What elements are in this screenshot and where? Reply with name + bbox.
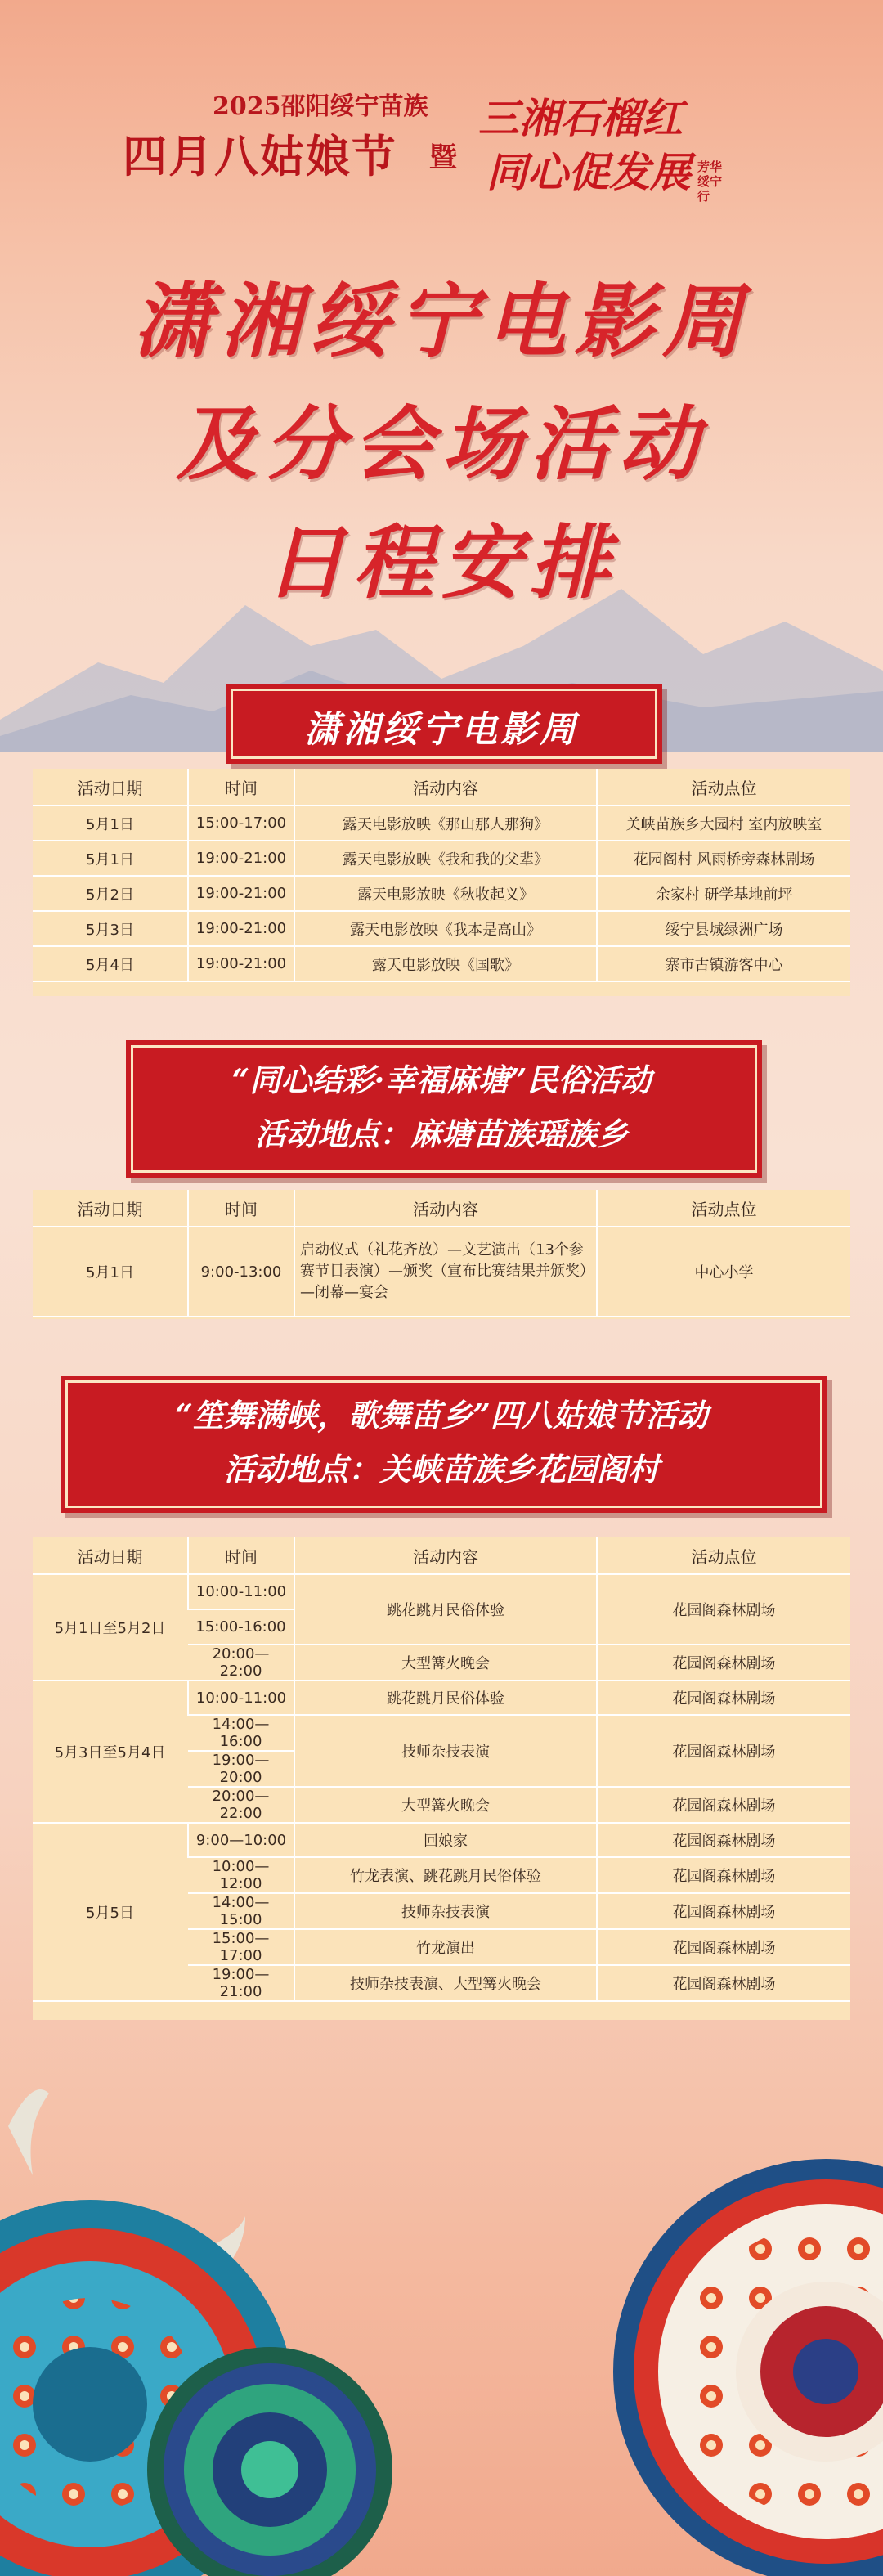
cell-place: 花园阁村 风雨桥旁森林剧场 bbox=[597, 841, 850, 876]
festival-name: 四月八姑娘节 bbox=[123, 130, 397, 182]
cell-content: 露天电影放映《国歌》 bbox=[294, 946, 597, 981]
cell-place: 花园阁森林剧场 bbox=[597, 1857, 850, 1893]
cell-place: 花园阁森林剧场 bbox=[597, 1574, 850, 1645]
table-header-row bbox=[33, 1537, 850, 1574]
cell-content: 大型篝火晚会 bbox=[294, 1645, 597, 1681]
cell-content: 技师杂技表演 bbox=[294, 1715, 597, 1787]
cell-place: 绥宁县城绿洲广场 bbox=[597, 911, 850, 946]
cell-date: 5月1日 bbox=[33, 806, 188, 841]
cell-time: 19:00—20:00 bbox=[188, 1751, 294, 1787]
table-row bbox=[33, 1227, 850, 1317]
decorative-pattern-medallions bbox=[0, 2077, 883, 2576]
cell-date: 5月3日 bbox=[33, 911, 188, 946]
cell-time: 10:00—12:00 bbox=[188, 1857, 294, 1893]
cell-content: 启动仪式（礼花齐放）—文艺演出（13个参赛节目表演）—颁奖（宣布比赛结果并颁奖）—闭幕—宴会 bbox=[294, 1227, 597, 1317]
join-character: 暨 bbox=[429, 141, 457, 174]
cell-place: 花园阁森林剧场 bbox=[597, 1681, 850, 1715]
column-header-content: 活动内容 bbox=[294, 769, 597, 806]
cell-content: 竹龙演出 bbox=[294, 1929, 597, 1965]
cell-place: 花园阁森林剧场 bbox=[597, 1823, 850, 1857]
column-header-place: 活动点位 bbox=[597, 1190, 850, 1227]
table-row bbox=[33, 1681, 850, 1715]
main-title-line2: 及分会场活动 bbox=[176, 397, 706, 491]
cell-place: 花园阁森林剧场 bbox=[597, 1715, 850, 1787]
cell-date: 5月4日 bbox=[33, 946, 188, 981]
slogan-line1: 三湘石榴红 bbox=[478, 94, 683, 142]
cell-content: 跳花跳月民俗体验 bbox=[294, 1574, 597, 1645]
cell-time: 15:00-16:00 bbox=[188, 1609, 294, 1645]
table-header-row bbox=[33, 1190, 850, 1227]
main-title-line1: 潇湘绥宁电影周 bbox=[132, 275, 751, 369]
cell-time: 19:00-21:00 bbox=[188, 841, 294, 876]
table-row bbox=[33, 1823, 850, 1857]
table-header-row bbox=[33, 769, 850, 806]
section2-title-line1: “同心结彩·幸福麻塘”民俗活动 bbox=[231, 1061, 652, 1098]
cell-time: 20:00—22:00 bbox=[188, 1645, 294, 1681]
cell-time: 19:00—21:00 bbox=[188, 1965, 294, 2001]
section2-table bbox=[33, 1190, 850, 1317]
horn-icon bbox=[8, 2089, 49, 2175]
cell-place: 花园阁森林剧场 bbox=[597, 1929, 850, 1965]
cell-time: 9:00-13:00 bbox=[188, 1227, 294, 1317]
festival-year-line: 2025邵阳绥宁苗族 bbox=[213, 92, 428, 121]
column-header-time: 时间 bbox=[188, 1537, 294, 1574]
table-row bbox=[33, 911, 850, 946]
section3-title-line2: 活动地点：关峡苗族乡花园阁村 bbox=[223, 1451, 659, 1488]
cell-content: 回娘家 bbox=[294, 1823, 597, 1857]
column-header-content: 活动内容 bbox=[294, 1537, 597, 1574]
cell-time: 14:00—15:00 bbox=[188, 1893, 294, 1929]
cell-content: 露天电影放映《秋收起义》 bbox=[294, 876, 597, 911]
cell-date: 5月1日 bbox=[33, 841, 188, 876]
cell-time: 9:00—10:00 bbox=[188, 1823, 294, 1857]
slogan-line2: 同心促发展 bbox=[486, 148, 691, 196]
cell-place: 花园阁森林剧场 bbox=[597, 1893, 850, 1929]
table-row bbox=[33, 806, 850, 841]
festival-logo bbox=[123, 86, 450, 200]
cell-date: 5月1日 bbox=[33, 1227, 188, 1317]
cell-time: 15:00-17:00 bbox=[188, 806, 294, 841]
cell-place: 花园阁森林剧场 bbox=[597, 1965, 850, 2001]
cell-place: 寨市古镇游客中心 bbox=[597, 946, 850, 981]
cell-place: 关峡苗族乡大园村 室内放映室 bbox=[597, 806, 850, 841]
column-header-place: 活动点位 bbox=[597, 769, 850, 806]
section3-table bbox=[33, 1537, 850, 2002]
table-row bbox=[33, 876, 850, 911]
cell-content: 技师杂技表演、大型篝火晚会 bbox=[294, 1965, 597, 2001]
table-row bbox=[33, 841, 850, 876]
cell-date: 5月1日至5月2日 bbox=[33, 1574, 188, 1681]
column-header-time: 时间 bbox=[188, 769, 294, 806]
cell-time: 10:00-11:00 bbox=[188, 1574, 294, 1609]
cell-content: 露天电影放映《我和我的父辈》 bbox=[294, 841, 597, 876]
cell-content: 露天电影放映《我本是高山》 bbox=[294, 911, 597, 946]
column-header-place: 活动点位 bbox=[597, 1537, 850, 1574]
cell-content: 竹龙表演、跳花跳月民俗体验 bbox=[294, 1857, 597, 1893]
section2-title-line2: 活动地点：麻塘苗族瑶族乡 bbox=[254, 1115, 628, 1152]
cell-place: 余家村 研学基地前坪 bbox=[597, 876, 850, 911]
slogan-small: 芳华绥宁行 bbox=[697, 159, 723, 204]
table-row bbox=[33, 946, 850, 981]
cell-date: 5月2日 bbox=[33, 876, 188, 911]
cell-time: 20:00—22:00 bbox=[188, 1787, 294, 1823]
column-header-date: 活动日期 bbox=[33, 1537, 188, 1574]
column-header-date: 活动日期 bbox=[33, 769, 188, 806]
section3-title-line1: “笙舞满峡，歌舞苗乡”四八姑娘节活动 bbox=[175, 1397, 708, 1434]
header-logos bbox=[0, 78, 883, 204]
cell-place: 花园阁森林剧场 bbox=[597, 1645, 850, 1681]
slogan-logo bbox=[478, 78, 748, 204]
cell-time: 19:00-21:00 bbox=[188, 911, 294, 946]
section1-title: 潇湘绥宁电影周 bbox=[304, 709, 579, 751]
column-header-date: 活动日期 bbox=[33, 1190, 188, 1227]
cell-time: 14:00—16:00 bbox=[188, 1715, 294, 1751]
cell-content: 技师杂技表演 bbox=[294, 1893, 597, 1929]
cell-time: 10:00-11:00 bbox=[188, 1681, 294, 1715]
cell-content: 跳花跳月民俗体验 bbox=[294, 1681, 597, 1715]
cell-place: 花园阁森林剧场 bbox=[597, 1787, 850, 1823]
cell-content: 露天电影放映《那山那人那狗》 bbox=[294, 806, 597, 841]
cell-time: 19:00-21:00 bbox=[188, 946, 294, 981]
cell-date: 5月3日至5月4日 bbox=[33, 1681, 188, 1823]
cell-content: 大型篝火晚会 bbox=[294, 1787, 597, 1823]
column-header-content: 活动内容 bbox=[294, 1190, 597, 1227]
cell-date: 5月5日 bbox=[33, 1823, 188, 2001]
cell-time: 19:00-21:00 bbox=[188, 876, 294, 911]
cell-time: 15:00—17:00 bbox=[188, 1929, 294, 1965]
section1-table bbox=[33, 769, 850, 982]
table-row bbox=[33, 1574, 850, 1609]
cell-place: 中心小学 bbox=[597, 1227, 850, 1317]
main-title-line3: 日程安排 bbox=[264, 516, 618, 610]
column-header-time: 时间 bbox=[188, 1190, 294, 1227]
